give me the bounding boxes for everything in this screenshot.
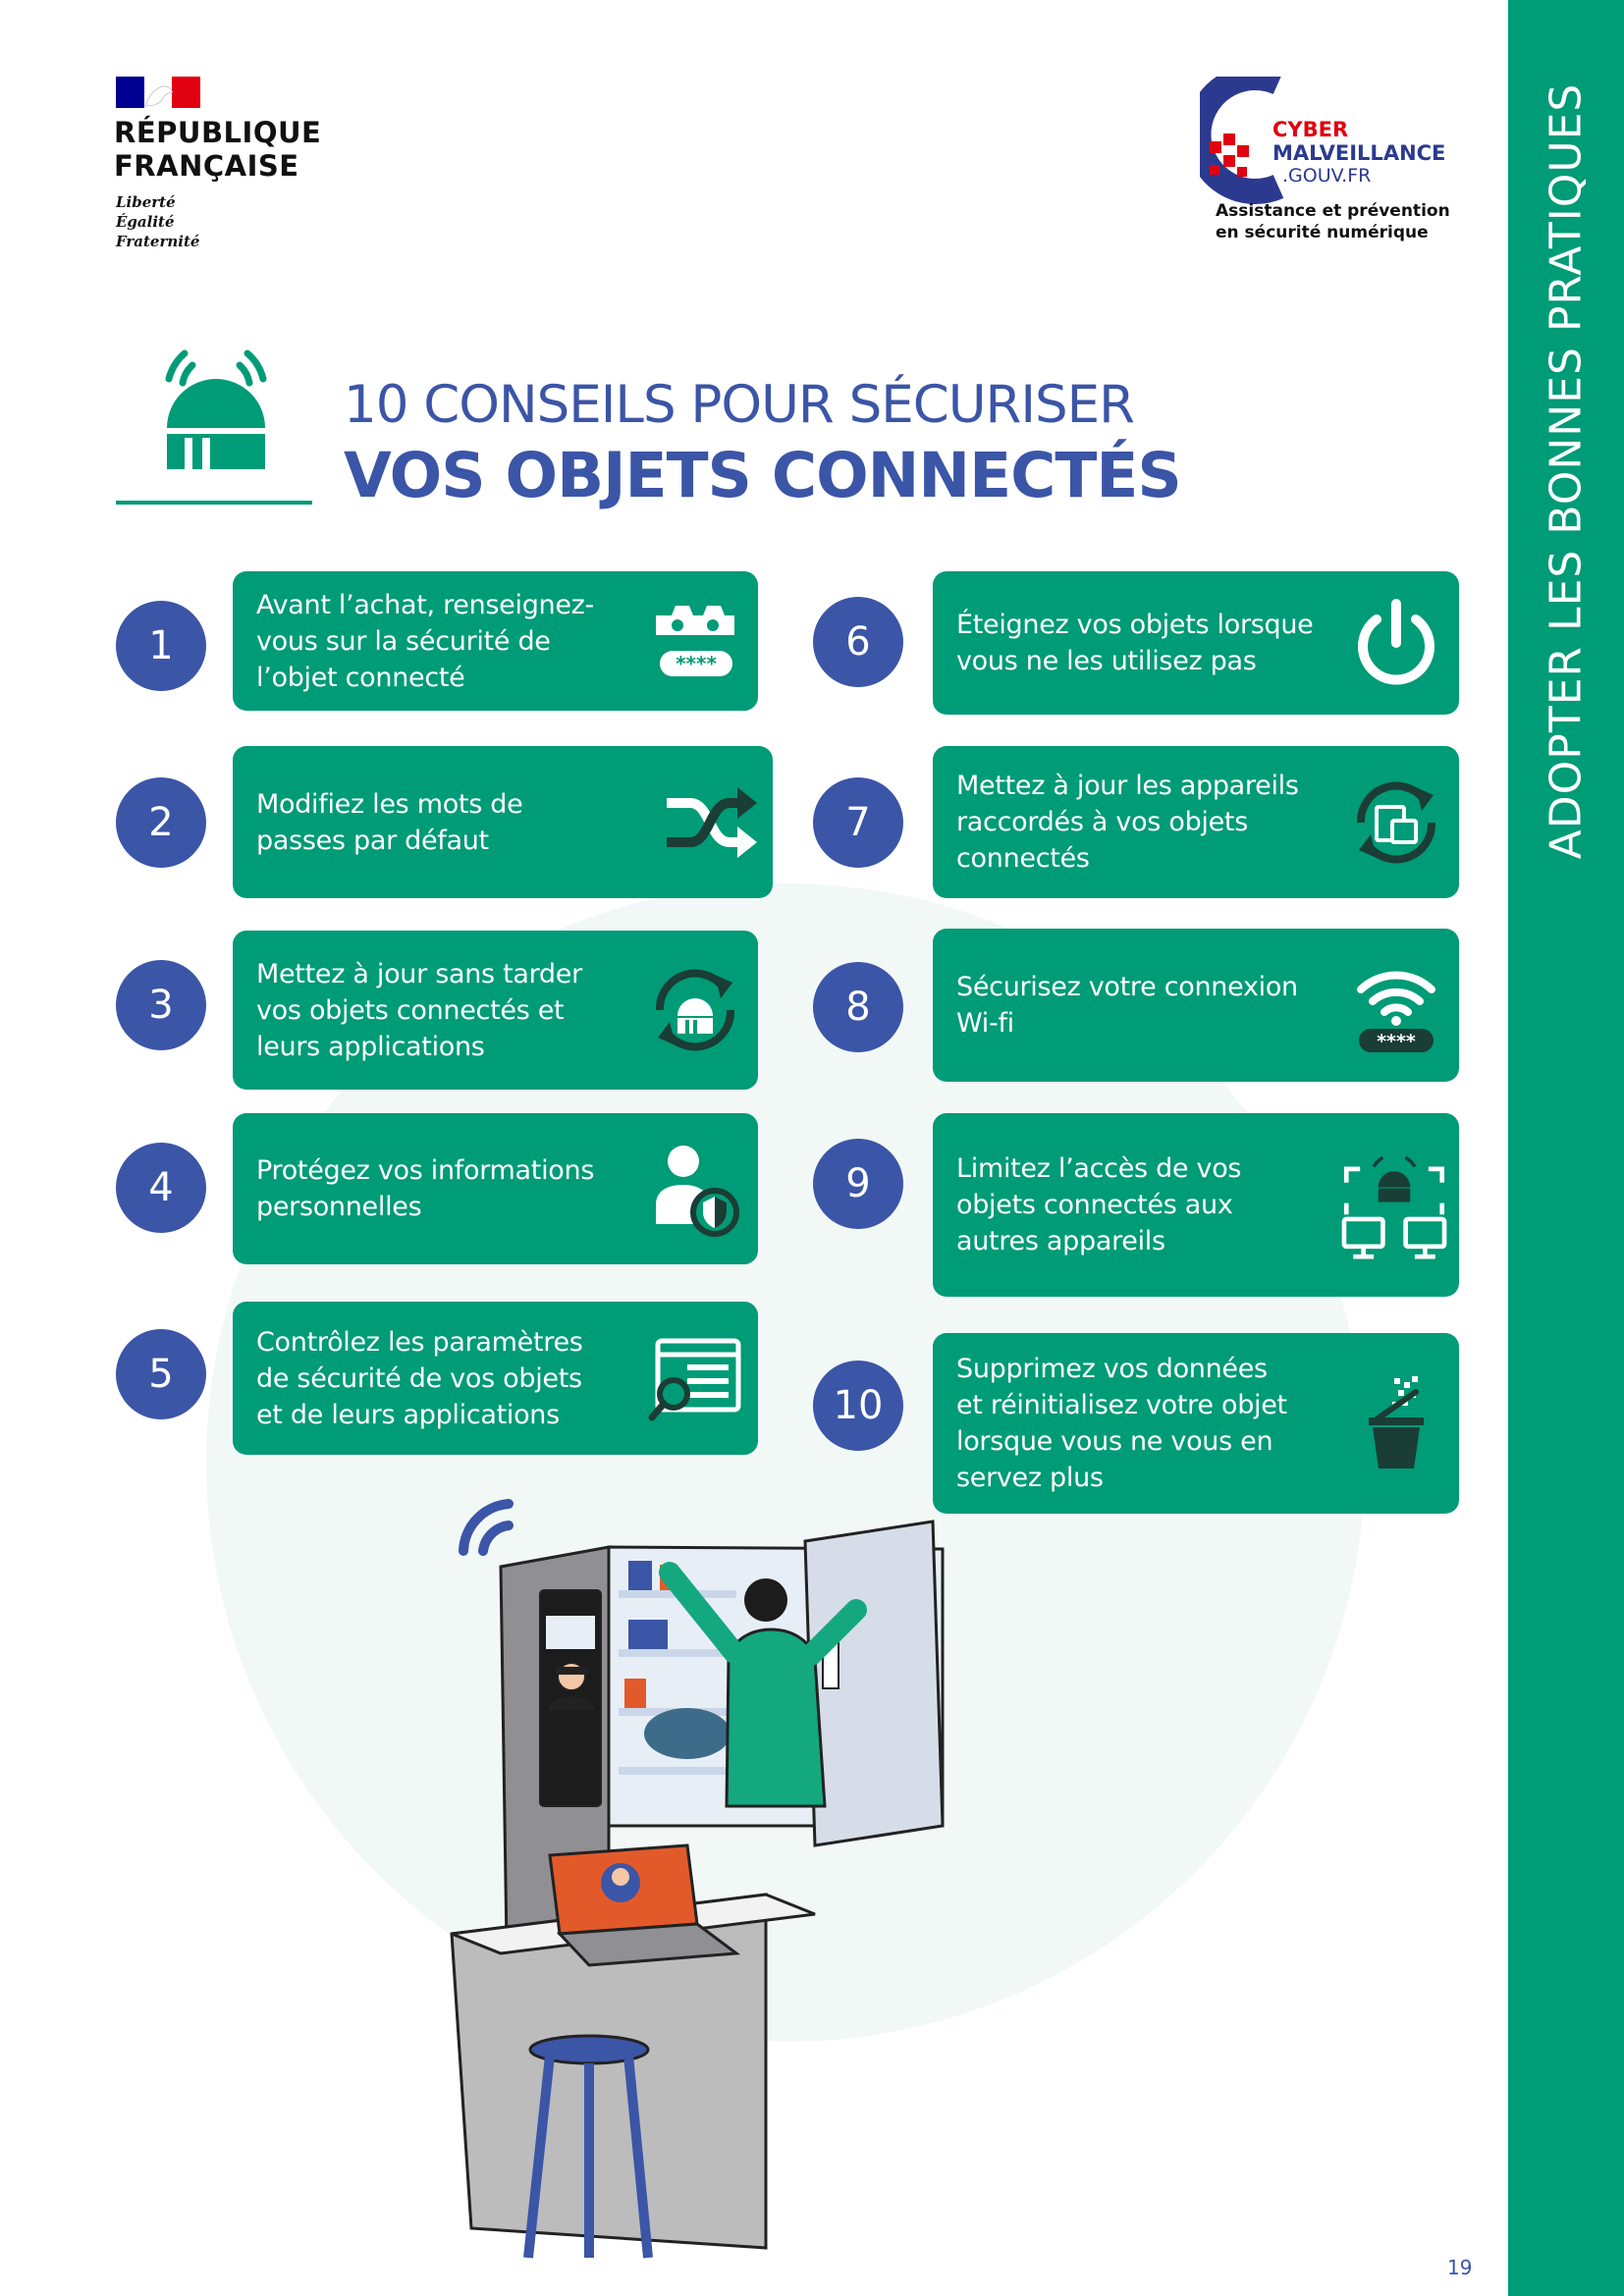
tip-card-3 — [233, 931, 758, 1090]
tip-card-1 — [233, 571, 758, 711]
network-devices-icon — [1337, 1148, 1451, 1262]
tip-text-10: Supprimez vos données et réinitialisez votre objet lorsque vous ne vous en servez plus — [956, 1354, 1287, 1493]
rf-name-line2: FRANÇAISE — [114, 149, 299, 183]
cm-tagline-line2: en sécurité numérique — [1216, 223, 1429, 242]
rf-motto — [116, 192, 199, 251]
title-rule — [116, 501, 312, 505]
tip-text-5: Contrôlez les paramètres de sécurité de vos objets et de leurs applications — [256, 1326, 583, 1430]
page-number: 19 — [1447, 2256, 1473, 2279]
tip-text-6: Éteignez vos objets lorsque vous ne les utilisez pas — [956, 610, 1314, 676]
tip-number-8: 8 — [813, 962, 903, 1052]
update-device-icon — [646, 961, 744, 1059]
rf-name — [114, 116, 321, 183]
tip-card-4 — [233, 1113, 758, 1264]
title-line1: 10 CONSEILS POUR SÉCURISER — [344, 375, 1134, 435]
tip-card-7 — [933, 746, 1459, 898]
cm-tagline — [1216, 200, 1450, 243]
tip-number-1: 1 — [116, 601, 206, 691]
research-device-icon — [646, 592, 744, 690]
power-icon — [1347, 594, 1445, 692]
tip-text-9: Limitez l’accès de vos objets connectés aux autres appareils — [956, 1153, 1242, 1256]
rf-name-line1: RÉPUBLIQUE — [114, 116, 322, 149]
cm-logo-line1: CYBER — [1272, 118, 1349, 141]
rf-motto-line2: Égalité — [116, 213, 175, 231]
tip-card-8 — [933, 929, 1459, 1082]
tip-number-5: 5 — [116, 1329, 206, 1419]
smart-fridge-illustration — [412, 1482, 1041, 2268]
title-line2: VOS OBJETS CONNECTÉS — [344, 440, 1181, 511]
trash-data-icon — [1347, 1364, 1445, 1482]
connected-object-icon — [147, 340, 285, 477]
tip-number-4: 4 — [116, 1143, 206, 1233]
tip-card-5 — [233, 1302, 758, 1455]
tip-number-6: 6 — [813, 597, 903, 687]
tip-text-3: Mettez à jour sans tarder vos objets connectés et leurs applications — [256, 958, 582, 1062]
user-shield-icon — [646, 1140, 744, 1238]
rf-motto-line1: Liberté — [116, 193, 176, 211]
tip-card-2 — [233, 746, 773, 898]
side-banner — [1508, 0, 1624, 2296]
tip-number-2: 2 — [116, 777, 206, 868]
tip-card-9 — [933, 1113, 1459, 1297]
shuffle-icon — [661, 774, 759, 872]
update-devices-icon — [1347, 774, 1445, 872]
tip-text-8: Sécurisez votre connexion Wi-fi — [956, 972, 1298, 1039]
wifi-password-icon — [1347, 956, 1445, 1054]
tip-number-3: 3 — [116, 960, 206, 1050]
tip-number-9: 9 — [813, 1139, 903, 1229]
tip-number-7: 7 — [813, 777, 903, 868]
settings-search-icon — [646, 1329, 744, 1427]
password-mask-text: **** — [676, 652, 717, 675]
tip-text-4: Protégez vos informations personnelles — [256, 1155, 595, 1222]
tip-text-2: Modifiez les mots de passes par défaut — [256, 788, 523, 856]
marianne-flag-logo — [116, 77, 200, 108]
cm-tagline-line1: Assistance et prévention — [1216, 201, 1450, 221]
wifi-password-mask-text: **** — [1377, 1031, 1416, 1052]
rf-motto-line3: Fraternité — [116, 233, 200, 250]
side-banner-text: ADOPTER LES BONNES PRATIQUES — [1541, 82, 1592, 860]
tip-number-10: 10 — [813, 1361, 903, 1451]
tip-text-1: Avant l’achat, renseignez- vous sur la sécurité de l’objet connecté — [256, 589, 594, 693]
tip-card-6 — [933, 571, 1459, 715]
cm-logo-line2: MALVEILLANCE — [1272, 141, 1446, 165]
tip-text-7: Mettez à jour les appareils raccordés à vos objets connectés — [956, 771, 1299, 874]
cm-logo-line3: .GOUV.FR — [1282, 165, 1372, 187]
